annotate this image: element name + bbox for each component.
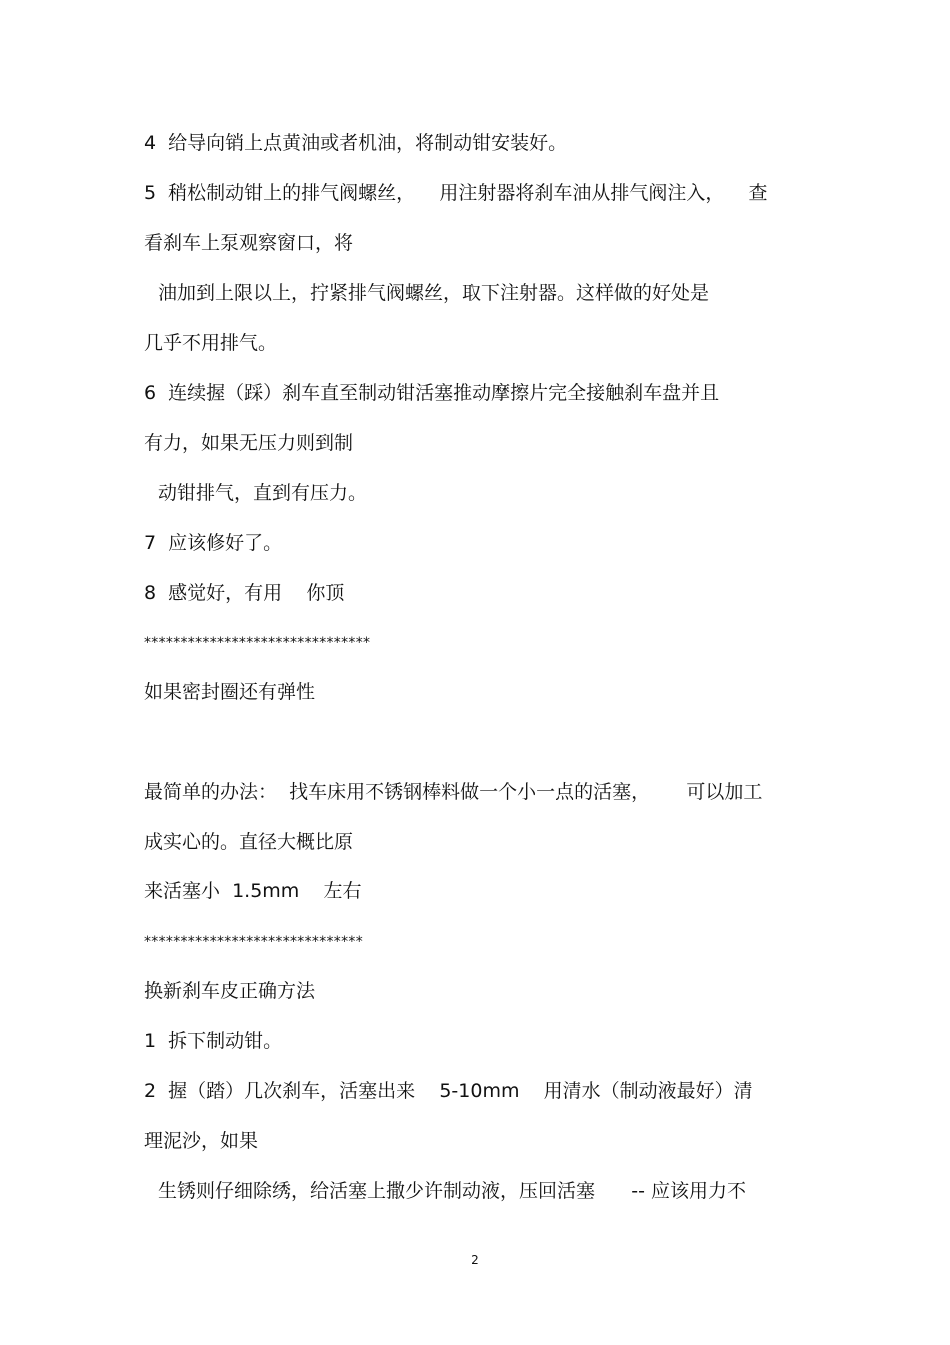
text-line: 几乎不用排气。 <box>144 332 278 354</box>
separator-line: ******************************* <box>144 635 371 651</box>
text-line: 6 连续握（踩）刹车直至制动钳活塞推动摩擦片完全接触刹车盘并且 <box>144 382 720 404</box>
text-line: 看刹车上泵观察窗口，将 <box>144 232 354 254</box>
text-line: 油加到上限以上，拧紧排气阀螺丝，取下注射器。这样做的好处是 <box>158 282 710 304</box>
text-line: 动钳排气，直到有压力。 <box>158 482 368 504</box>
page-number: 2 <box>471 1253 479 1267</box>
text-line: 成实心的。直径大概比原 <box>144 831 354 853</box>
text-line: 最简单的办法： 找车床用不锈钢棒料做一个小一点的活塞， 可以加工 <box>144 781 763 803</box>
section-heading: 如果密封圈还有弹性 <box>144 681 316 703</box>
text-line: 4 给导向销上点黄油或者机油，将制动钳安装好。 <box>144 132 568 154</box>
text-line: 7 应该修好了。 <box>144 532 283 554</box>
text-line: 生锈则仔细除绣，给活塞上撒少许制动液，压回活塞 -- 应该用力不 <box>158 1180 746 1202</box>
text-line: 有力，如果无压力则到制 <box>144 432 354 454</box>
text-line: 来活塞小 1.5mm 左右 <box>144 880 362 902</box>
separator-line: ****************************** <box>144 934 363 950</box>
text-line: 2 握（踏）几次刹车，活塞出来 5-10mm 用清水（制动液最好）清 <box>144 1080 753 1102</box>
text-line: 5 稍松制动钳上的排气阀螺丝， 用注射器将刹车油从排气阀注入， 查 <box>144 182 768 204</box>
section-heading: 换新刹车皮正确方法 <box>144 980 316 1002</box>
text-line: 理泥沙，如果 <box>144 1130 259 1152</box>
text-line: 1 拆下制动钳。 <box>144 1030 283 1052</box>
text-line: 8 感觉好，有用 你顶 <box>144 582 345 604</box>
